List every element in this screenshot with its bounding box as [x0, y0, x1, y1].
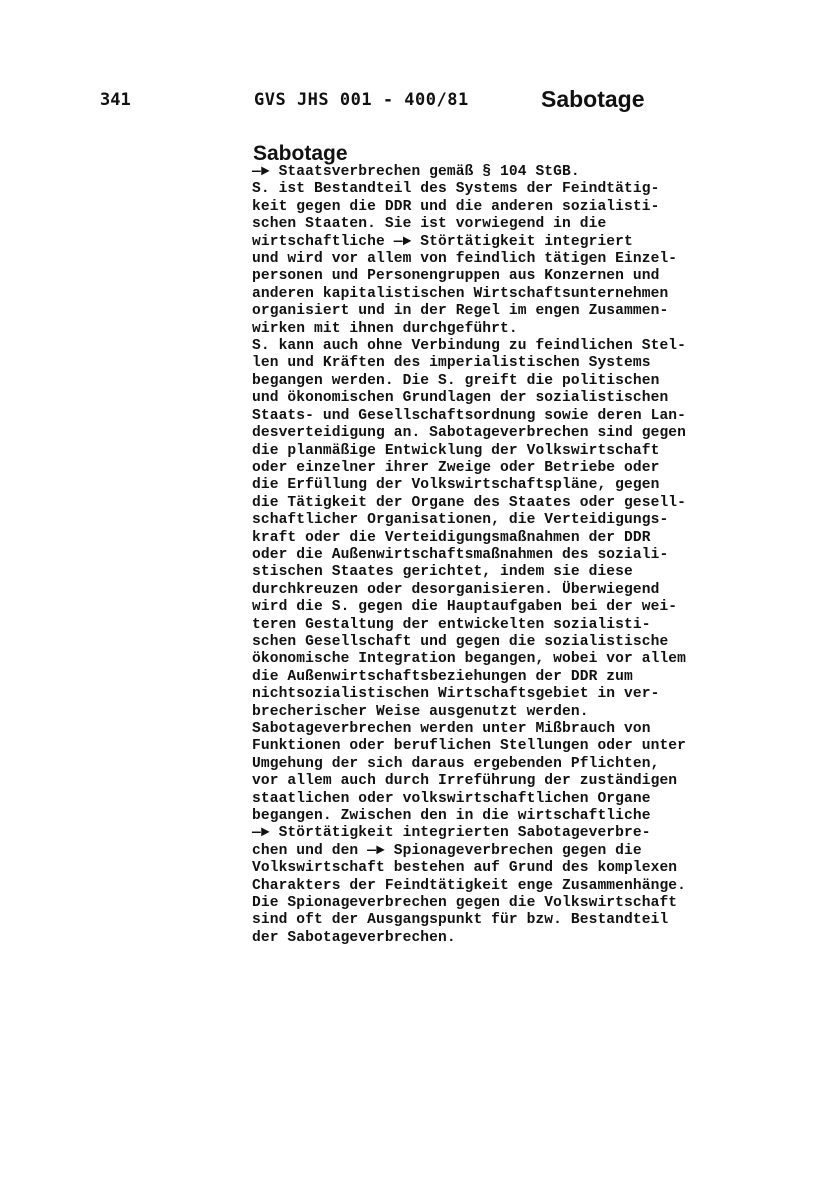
body-line: begangen. Zwischen den in die wirtschaftliche: [252, 808, 651, 825]
body-line: len und Kräften des imperialistischen Systems: [252, 355, 651, 372]
body-line: vor allem auch durch Irreführung der zuständigen: [252, 773, 678, 790]
body-line: schen Gesellschaft und gegen die sozialistische: [252, 633, 669, 650]
entry-body: [252, 164, 772, 947]
body-line: S. kann auch ohne Verbindung zu feindlichen Stel-: [252, 338, 687, 355]
body-line: Volkswirtschaft bestehen auf Grund des komplexen: [252, 860, 678, 877]
body-line: oder einzelner ihrer Zweige oder Betriebe oder: [252, 459, 660, 476]
document-reference: GVS JHS 001 - 400/81: [254, 90, 469, 110]
body-line: die Außenwirtschaftsbeziehungen der DDR zum: [252, 668, 633, 685]
body-line: Die Spionageverbrechen gegen die Volkswirtschaft: [252, 895, 678, 912]
body-line: begangen werden. Die S. greift die politischen: [252, 372, 660, 389]
body-line: schen Staaten. Sie ist vorwiegend in die: [252, 216, 607, 233]
body-line: und wird vor allem von feindlich tätigen Einzel-: [252, 251, 678, 268]
page-number: 341: [100, 90, 131, 110]
body-line: wird die S. gegen die Hauptaufgaben bei der wei-: [252, 599, 678, 616]
body-line: wirtschaftliche —► Störtätigkeit integriert: [252, 233, 633, 250]
body-line: nichtsozialistischen Wirtschaftsgebiet in ver-: [252, 686, 660, 703]
body-line: Sabotageverbrechen werden unter Mißbrauch von: [252, 721, 651, 737]
body-line: stischen Staates gerichtet, indem sie diese: [252, 564, 633, 581]
body-line: —► Staatsverbrechen gemäß § 104 StGB.: [252, 164, 580, 180]
body-line: S. ist Bestandteil des Systems der Feindtätig-: [252, 181, 660, 198]
body-line: Funktionen oder beruflichen Stellungen oder unter: [252, 738, 687, 755]
body-line: —► Störtätigkeit integrierten Sabotageverbre-: [252, 825, 651, 842]
body-line: teren Gestaltung der entwickelten sozialisti-: [252, 616, 651, 633]
body-line: und ökonomischen Grundlagen der sozialistischen: [252, 390, 669, 407]
body-line: organisiert und in der Regel im engen Zusammen-: [252, 303, 669, 320]
body-line: schaftlicher Organisationen, die Verteidigungs-: [252, 512, 669, 529]
body-line: chen und den —► Spionageverbrechen gegen die: [252, 842, 642, 859]
body-line: keit gegen die DDR und die anderen sozialisti-: [252, 198, 660, 215]
entry-title: Sabotage: [253, 142, 348, 165]
body-line: die Tätigkeit der Organe des Staates oder gesell-: [252, 494, 687, 511]
body-line: Charakters der Feindtätigkeit enge Zusammenhänge.: [252, 877, 687, 894]
body-line: der Sabotageverbrechen.: [252, 929, 456, 946]
body-line: oder die Außenwirtschaftsmaßnahmen des soziali-: [252, 546, 669, 563]
body-line: durchkreuzen oder desorganisieren. Überwiegend: [252, 581, 660, 598]
body-line: anderen kapitalistischen Wirtschaftsunternehmen: [252, 285, 669, 302]
body-line: staatlichen oder volkswirtschaftlichen Organe: [252, 790, 651, 807]
body-line: Staats- und Gesellschaftsordnung sowie deren Lan-: [252, 407, 687, 424]
body-line: Umgehung der sich daraus ergebenden Pflichten,: [252, 755, 660, 772]
body-line: personen und Personengruppen aus Konzernen und: [252, 268, 660, 285]
body-line: desverteidigung an. Sabotageverbrechen sind gegen: [252, 425, 687, 442]
header-keyword: Sabotage: [541, 86, 645, 112]
body-line: die planmäßige Entwicklung der Volkswirtschaft: [252, 442, 660, 459]
body-line: kraft oder die Verteidigungsmaßnahmen der DDR: [252, 529, 651, 546]
body-line: wirken mit ihnen durchgeführt.: [252, 320, 518, 337]
body-line: sind oft der Ausgangspunkt für bzw. Bestandteil: [252, 912, 669, 929]
body-line: brecherischer Weise ausgenutzt werden.: [252, 703, 589, 720]
body-line: ökonomische Integration begangen, wobei vor allem: [252, 651, 687, 668]
body-line: die Erfüllung der Volkswirtschaftspläne, gegen: [252, 477, 660, 494]
